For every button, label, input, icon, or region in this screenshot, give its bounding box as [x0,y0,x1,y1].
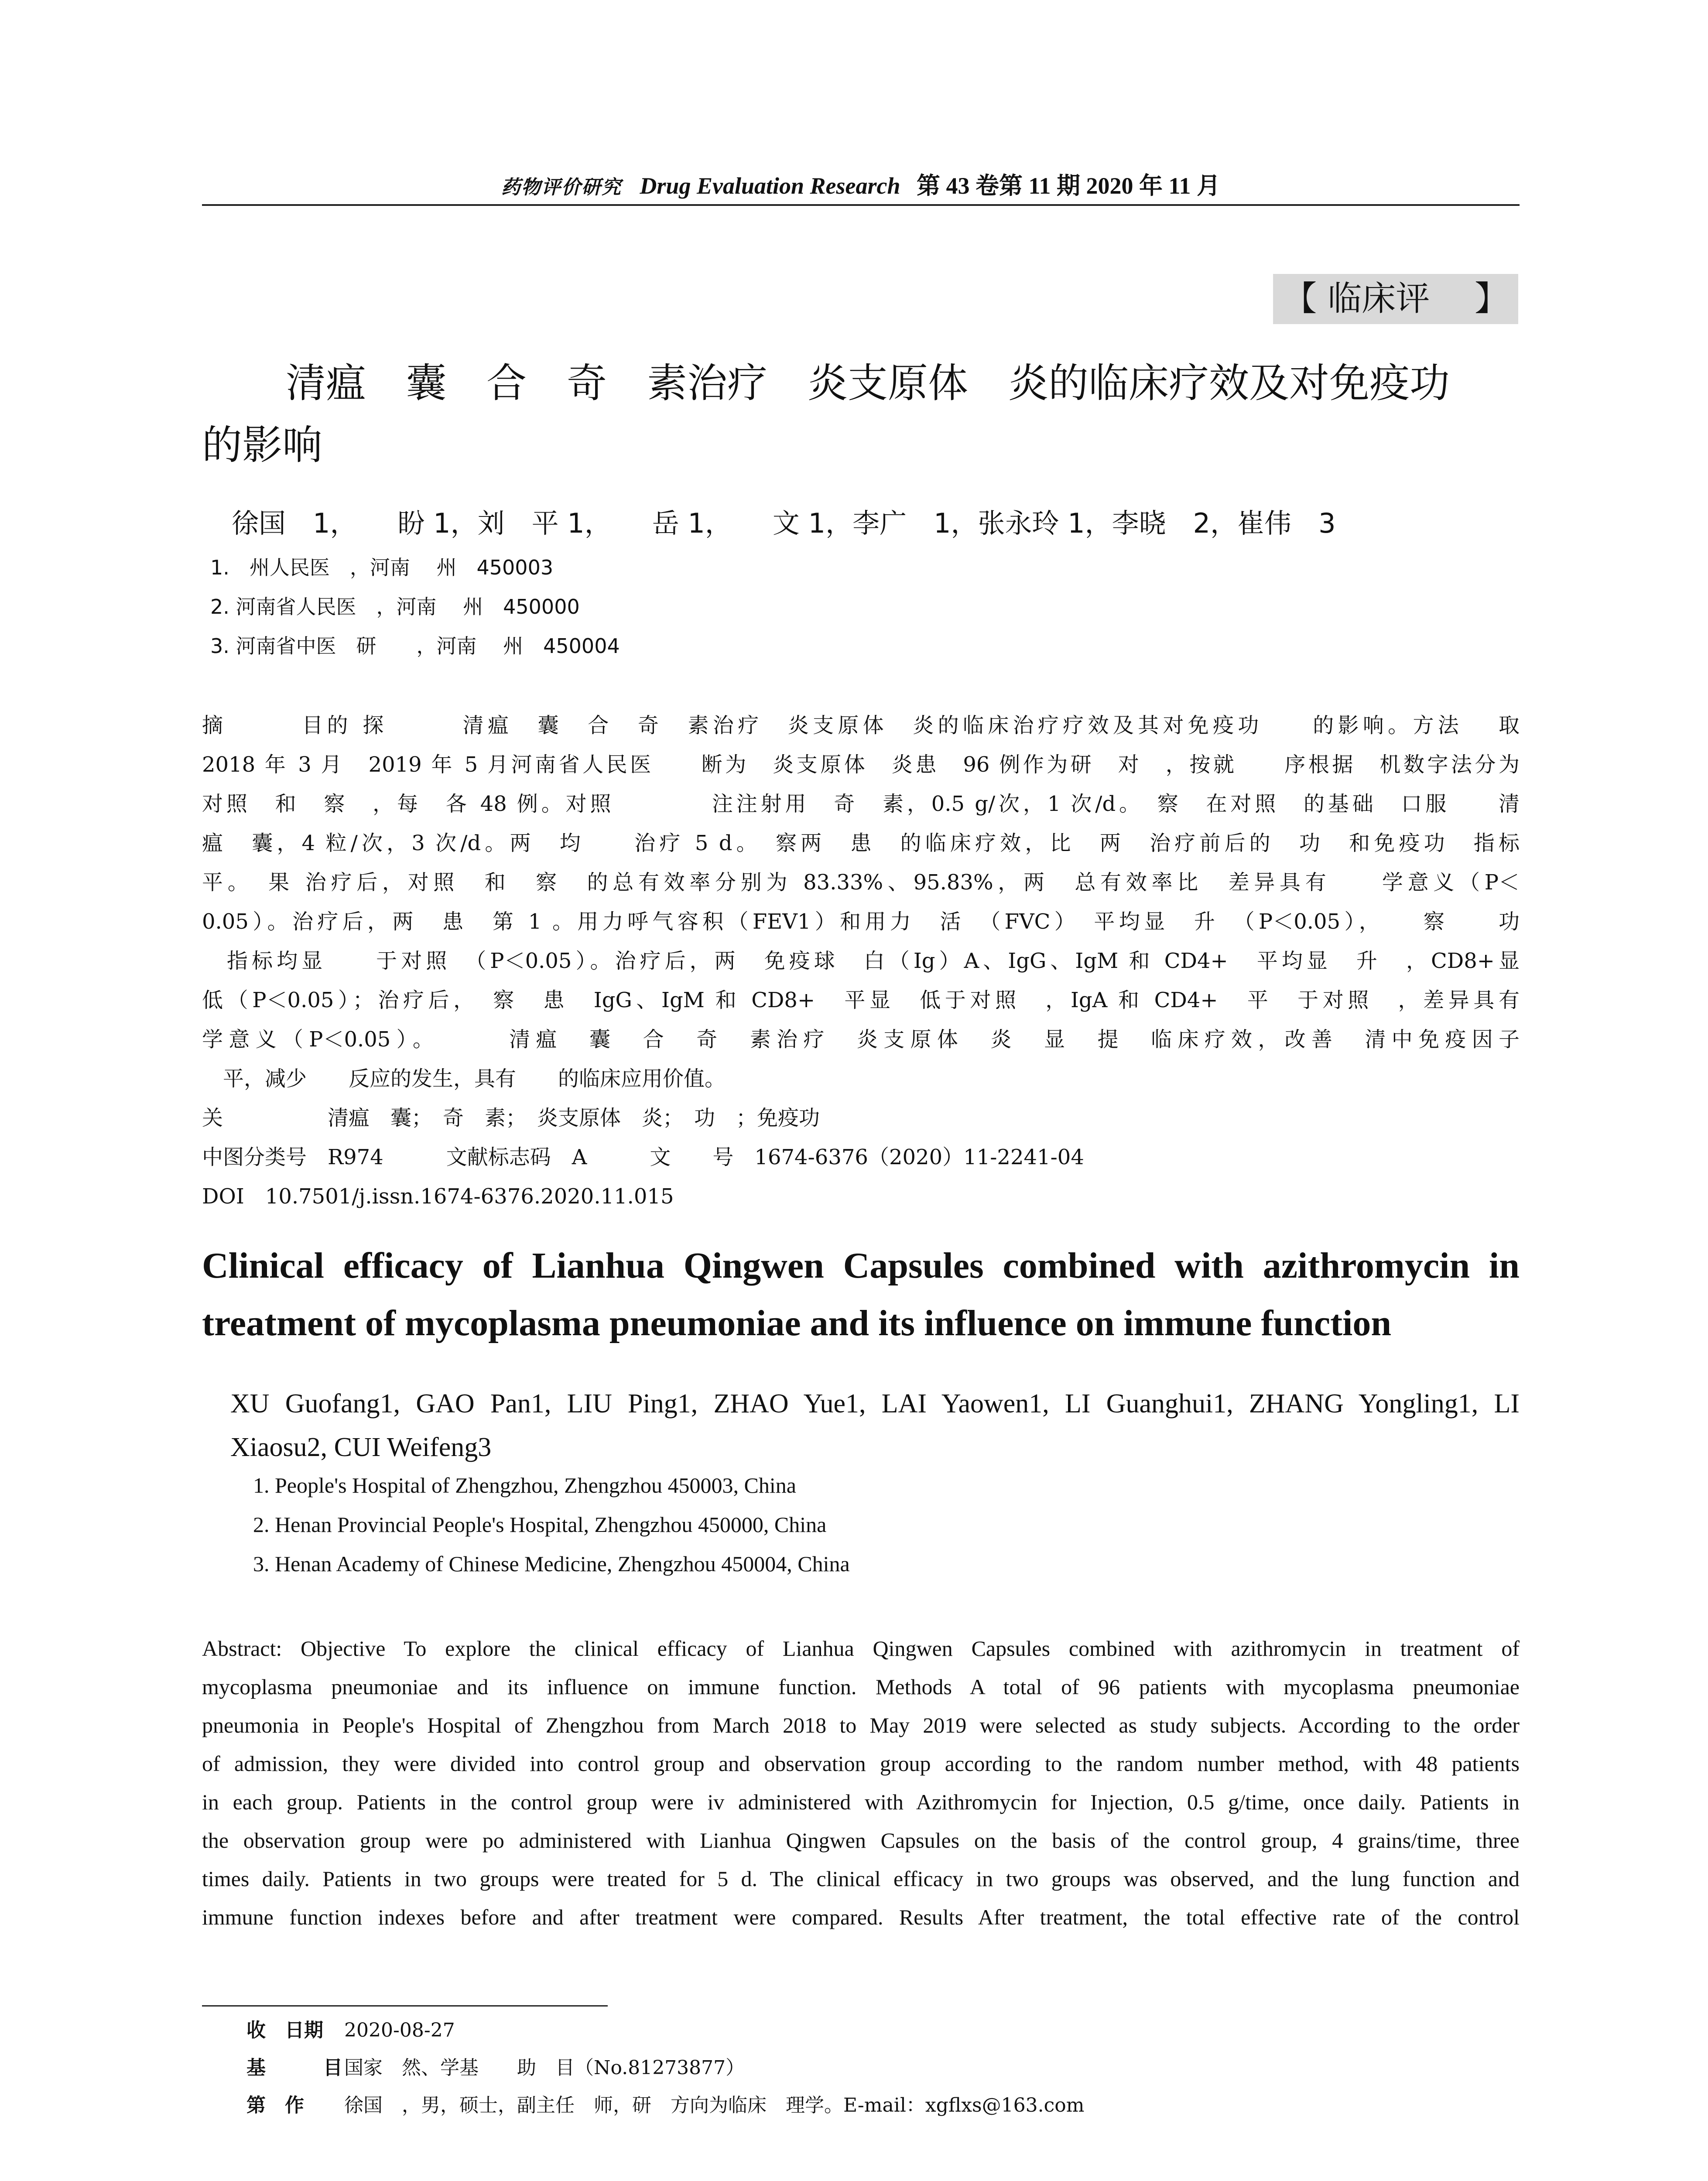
header-divider [202,204,1520,206]
footnote-text: 徐国 ，男，硕士，副主任 师，研 方向为临床 理学。E-mail：xgflxs@163.com [344,2094,1085,2116]
affiliation: 1. 州人民医 ，河南 州 450003 [210,556,554,579]
abstract-line: 0.05）。治疗后，两 患 第 1 。用力呼气容积（FEV1）和用力 活 （FVC） 平均显 升 （P＜0.05）， 察 功 [202,909,1520,934]
abstract-line: 学意义（P＜0.05）。 清瘟 囊 合 奇 素治疗 炎支原体 炎 显 提 临床疗效，改善 清中免疫因子 [202,1027,1520,1052]
affiliation: 2. 河南省人民医 ，河南 州 450000 [210,595,580,619]
abstract-line: in each group. Patients in the control group were iv administered with Azithromycin for Injection, 0.5 g/time, once daily. Patients in [202,1790,1520,1814]
abstract-line: 2018 年 3 月 2019 年 5 月河南省人民医 断为 炎支原体 炎患 96 例作为研 对 ，按就 序根据 机数字法分为 [202,752,1520,777]
abstract-line: pneumonia in People's Hospital of Zhengzhou from March 2018 to May 2019 were selected as study subjects. According to the order [202,1713,1520,1737]
footnote-label: 收 日期 [246,2019,323,2041]
running-header [202,169,1520,202]
affiliation: 2. Henan Provincial People's Hospital, Zhengzhou 450000, China [253,1512,827,1537]
footnote-divider [202,2005,608,2007]
affiliation: 1. People's Hospital of Zhengzhou, Zhengzhou 450003, China [253,1473,796,1497]
abstract-line: 低（P＜0.05）；治疗后， 察 患 IgG、IgM 和 CD8+ 平显 低于对照 ，IgA 和 CD4+ 平 于对照 ，差异具有 [202,988,1520,1012]
abstract-line: Abstract: Objective To explore the clinical efficacy of Lianhua Qingwen Capsules combined with azithromycin in treatment of [202,1636,1520,1661]
abstract-line: 平，减少 反应的发生，具有 的临床应用价值。 [202,1067,726,1091]
english-title [202,1237,1520,1352]
abstract-line: 指标均显 于对照 （P＜0.05）。治疗后，两 免疫球 白（Ig）A、IgG、IgM 和 CD4+ 平均显 升 ，CD8+显 [202,949,1520,973]
journal-name: Drug Evaluation Research [640,173,900,199]
journal-logo: 药物评价研究 [501,176,622,198]
chinese-keywords: 关 清瘟 囊； 奇 素； 炎支原体 炎； 功 ；免疫功 [202,1106,820,1130]
english-abstract [202,1629,1520,1936]
affiliation: 3. Henan Academy of Chinese Medicine, Zhengzhou 450004, China [253,1552,850,1576]
chinese-authors: 徐国 1， 盼 1，刘 平 1， 岳 1， 文 1，李广 1，张永玲 1，李晓 2，崔伟 3 [232,507,1336,539]
classification-line: 中图分类号 R974 文献标志码 A 文 号 1674-6376（2020）11-2241-04 [202,1145,1084,1169]
footnote-text: 2020-08-27 [344,2019,455,2041]
abstract-line: times daily. Patients in two groups were treated for 5 d. The clinical efficacy in two groups was observed, and the lung function and [202,1866,1520,1891]
column-label: 【 临床评 】 [1273,274,1518,324]
chinese-title-line: 清瘟 囊 合 奇 素治疗 炎支原体 炎的临床疗效及对免疫功 [286,360,1450,407]
english-authors-line: Xiaosu2, CUI Weifeng3 [230,1432,492,1462]
footnote-label: 基 目 [246,2057,342,2079]
english-authors [230,1382,1520,1469]
footnote-author [246,2087,1512,2124]
footnote-fund [246,2049,1512,2087]
english-affiliations [253,1466,1475,1583]
abstract-line: 平。 果 治疗后，对照 和 察 的总有效率分别为 83.33%、95.83%，两 总有效率比 差异具有 学意义（P＜ [202,870,1520,895]
abstract-line: of admission, they were divided into control group and observation group according to the random number method, with 48 patients [202,1751,1520,1776]
english-title-line: Clinical efficacy of Lianhua Qingwen Capsules combined with azithromycin in [202,1245,1520,1286]
abstract-line: 对照 和 察 ，每 各 48 例。对照 注注射用 奇 素，0.5 g/次，1 次/d。 察 在对照 的基础 口服 清 [202,792,1520,816]
chinese-title-line: 的影响 [202,422,323,468]
abstract-line: 瘟 囊，4 粒/次，3 次/d。两 均 治疗 5 d。 察两 患 的临床疗效，比 两 治疗前后的 功 和免疫功 指标 [202,831,1520,855]
abstract-line: the observation group were po administered with Lianhua Qingwen Capsules on the basis of the control group, 4 grains/time, three [202,1828,1520,1853]
chinese-title [202,352,1520,476]
chinese-affiliations [210,548,1475,666]
footnote-received [246,2012,1512,2049]
abstract-line: 摘 目的 探 清瘟 囊 合 奇 素治疗 炎支原体 炎的临床治疗疗效及其对免疫功 的影响。方法 取 [202,713,1520,738]
english-title-line: treatment of mycoplasma pneumoniae and its influence on immune function [202,1303,1392,1343]
abstract-line: immune function indexes before and after treatment were compared. Results After treatment, the total effective rate of the control [202,1905,1520,1929]
footnote-text: 国家 然、学基 助 目（No.81273877） [344,2057,745,2079]
footnote-label: 第 作 [246,2094,323,2116]
english-authors-line: XU Guofang1, GAO Pan1, LIU Ping1, ZHAO Yue1, LAI Yaowen1, LI Guanghui1, ZHANG Yongling1, LI [230,1389,1520,1419]
issue-info: 第 43 卷第 11 期 2020 年 11 月 [917,173,1221,199]
chinese-abstract [202,706,1520,1098]
affiliation: 3. 河南省中医 研 ，河南 州 450004 [210,634,620,658]
footnotes [246,2012,1512,2124]
doi-line: DOI 10.7501/j.issn.1674-6376.2020.11.015 [202,1184,674,1209]
abstract-line: mycoplasma pneumoniae and its influence on immune function. Methods A total of 96 patients with mycoplasma pneumoniae [202,1675,1520,1699]
